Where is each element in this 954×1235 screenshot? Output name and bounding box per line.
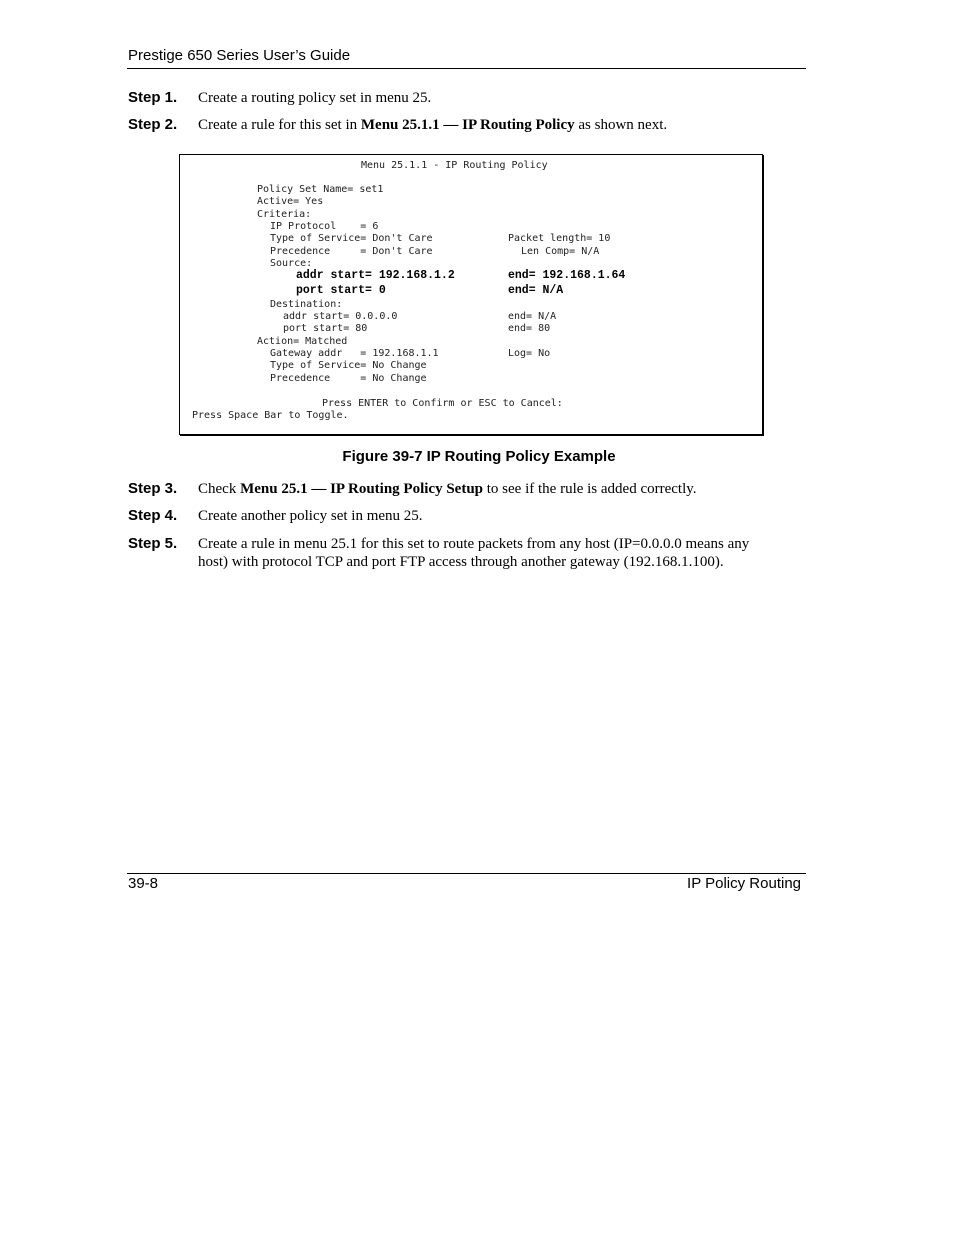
- menu-reference: Menu 25.1.1 — IP Routing Policy: [360, 117, 575, 133]
- destination-port-end: end= 80: [508, 323, 551, 334]
- destination-addr-end: end= N/A: [508, 311, 557, 322]
- criteria-label: Criteria:: [257, 209, 312, 220]
- step-text-part: to see if the rule is added correctly.: [483, 481, 697, 497]
- step-text: [198, 89, 788, 107]
- source-addr-end: end= 192.168.1.64: [508, 269, 626, 282]
- terminal-title: Menu 25.1.1 - IP Routing Policy: [361, 160, 548, 171]
- step-text-part: Create a rule for this set in: [198, 117, 361, 133]
- step-text-part: Create a routing policy set in menu 25.: [198, 90, 432, 106]
- header-divider: [127, 68, 806, 69]
- figure-caption: Figure 39-7 IP Routing Policy Example: [342, 448, 616, 465]
- gateway-addr-field: Gateway addr = 192.168.1.1: [270, 348, 439, 359]
- step-label: Step 2.: [128, 116, 178, 133]
- log-field: Log= No: [508, 348, 551, 359]
- confirm-prompt: Press ENTER to Confirm or ESC to Cancel:: [322, 398, 563, 409]
- ip-protocol-field: IP Protocol = 6: [270, 221, 379, 232]
- footer-page-number: 39-8: [128, 875, 159, 892]
- footer-section-title: IP Policy Routing: [687, 875, 801, 892]
- source-label: Source:: [270, 258, 313, 269]
- action-type-of-service-field: Type of Service= No Change: [270, 360, 427, 371]
- destination-label: Destination:: [270, 299, 343, 310]
- page-header-title: Prestige 650 Series User’s Guide: [128, 47, 351, 64]
- step-text: [198, 116, 788, 134]
- step-label: Step 1.: [128, 89, 178, 106]
- len-comp-field: Len Comp= N/A: [521, 246, 600, 257]
- step-label: Step 3.: [128, 480, 178, 497]
- toggle-hint: Press Space Bar to Toggle.: [192, 410, 349, 421]
- active-field: Active= Yes: [257, 196, 324, 207]
- terminal-screen: [179, 154, 763, 435]
- action-precedence-field: Precedence = No Change: [270, 373, 427, 384]
- source-port-end: end= N/A: [508, 284, 564, 297]
- packet-length-field: Packet length= 10: [508, 233, 611, 244]
- step-text-part: Create a rule in menu 25.1 for this set to route packets from any host (IP=0.0.0.0 means any host) with protocol TCP and port FTP access through another gateway (192.168.1.100).: [198, 536, 750, 570]
- action-field: Action= Matched: [257, 336, 348, 347]
- destination-addr-start: addr start= 0.0.0.0: [283, 311, 398, 322]
- step-label: Step 4.: [128, 507, 178, 524]
- precedence-field: Precedence = Don't Care: [270, 246, 433, 257]
- destination-port-start: port start= 80: [283, 323, 368, 334]
- source-addr-start: addr start= 192.168.1.2: [296, 269, 455, 282]
- step-text: [198, 480, 788, 498]
- step-text: [198, 507, 788, 525]
- step-text: [198, 535, 778, 571]
- menu-reference: Menu 25.1 — IP Routing Policy Setup: [240, 481, 484, 497]
- step-text-part: Create another policy set in menu 25.: [198, 508, 423, 524]
- footer-divider: [127, 873, 806, 874]
- source-port-start: port start= 0: [296, 284, 386, 297]
- type-of-service-field: Type of Service= Don't Care: [270, 233, 433, 244]
- policy-set-name: Policy Set Name= set1: [257, 184, 384, 195]
- step-label: Step 5.: [128, 535, 178, 552]
- step-text-part: Check: [198, 481, 241, 497]
- step-text-part: as shown next.: [574, 117, 668, 133]
